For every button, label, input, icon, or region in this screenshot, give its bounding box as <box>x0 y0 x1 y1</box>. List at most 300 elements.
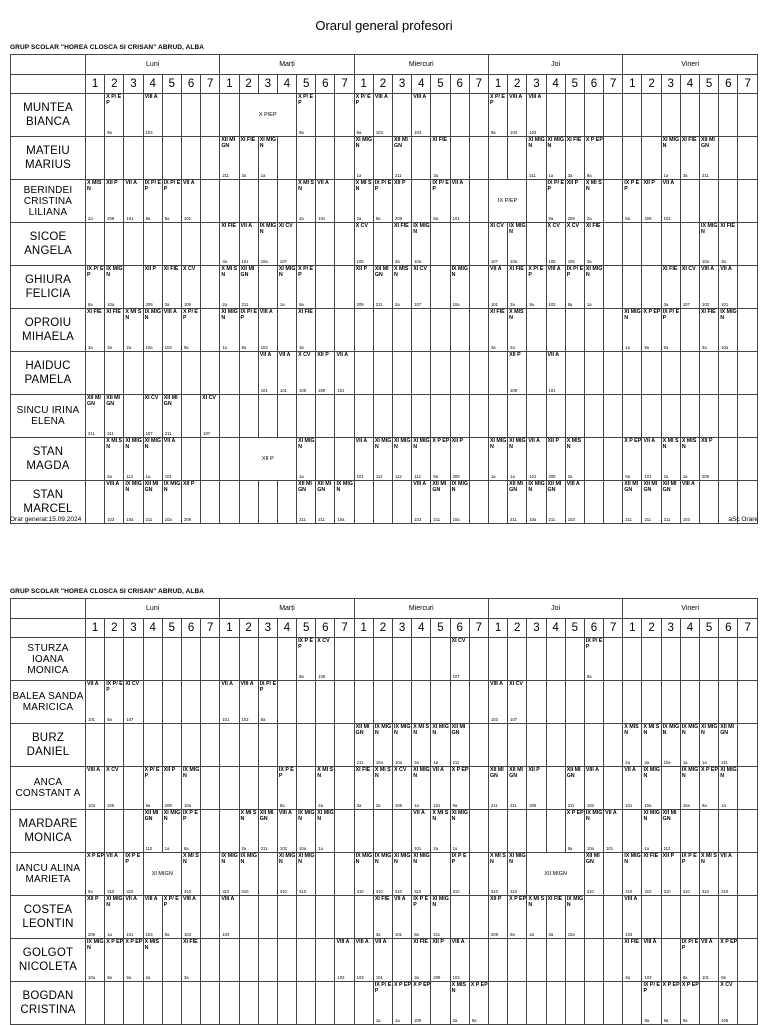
lesson-room: 9a <box>490 130 496 135</box>
lesson-room: 9a <box>586 173 592 178</box>
lesson-cell <box>527 137 546 180</box>
lesson-cell <box>546 896 565 939</box>
lesson-cell <box>604 309 623 352</box>
lesson-room: 9a <box>183 345 189 350</box>
teacher-row <box>11 481 758 524</box>
lesson-cell <box>546 137 565 180</box>
lesson-cell <box>105 352 124 395</box>
lesson-room: 10a <box>452 517 460 522</box>
lesson-room: 10a <box>567 932 575 937</box>
lesson-room: 211 <box>145 517 153 522</box>
teacher-name: ANCA CONSTANT A <box>11 767 86 810</box>
lesson-cell <box>220 853 239 896</box>
lesson-room: 10a <box>414 259 422 264</box>
lesson-cell <box>700 223 719 266</box>
lesson-cell <box>469 180 488 223</box>
lesson-cell <box>162 438 181 481</box>
lesson-cell <box>488 810 507 853</box>
period-header: 4 <box>412 619 431 638</box>
lesson-room: 310 <box>222 889 230 894</box>
lesson-room: 103 <box>586 803 594 808</box>
lesson-cell <box>143 896 162 939</box>
lesson-cell <box>546 939 565 982</box>
lesson-room: 310 <box>644 889 652 894</box>
lesson-subject: IX P/ EP <box>374 982 392 994</box>
lesson-cell <box>700 438 719 481</box>
lesson-cell <box>450 438 469 481</box>
teacher-row <box>11 638 758 681</box>
lesson-cell <box>642 724 661 767</box>
lesson-cell <box>469 395 488 438</box>
lesson-room: 211 <box>241 302 249 307</box>
lesson-room: 310 <box>452 889 460 894</box>
lesson-room: 209 <box>529 803 537 808</box>
lesson-cell <box>239 810 258 853</box>
lesson-cell <box>488 223 507 266</box>
lesson-room: 8a <box>107 717 112 722</box>
period-header: 6 <box>181 75 200 94</box>
lesson-cell <box>316 982 335 1025</box>
lesson-cell <box>393 724 412 767</box>
lesson-cell <box>162 767 181 810</box>
lesson-room: 1a <box>107 932 112 937</box>
lesson-subject: X P EP <box>413 982 431 988</box>
lesson-room: 209 <box>452 474 460 479</box>
lesson-cell <box>642 896 661 939</box>
lesson-subject: IX MIGN <box>144 309 162 321</box>
lesson-subject: X P/ EP <box>528 266 544 278</box>
lesson-cell <box>661 896 680 939</box>
lesson-cell <box>661 180 680 223</box>
lesson-subject: XI MIGN <box>643 810 660 822</box>
lesson-cell <box>297 638 316 681</box>
lesson-room: 3a <box>490 345 496 350</box>
lesson-subject: VII A <box>221 681 233 687</box>
lesson-subject: XI MIGN <box>509 853 526 865</box>
lesson-room: 8a <box>164 216 170 221</box>
lesson-room: 101 <box>548 388 556 393</box>
lesson-subject: XII P <box>489 896 502 902</box>
lesson-subject: VII A <box>355 438 368 444</box>
lesson-cell <box>297 767 316 810</box>
lesson-cell <box>335 638 354 681</box>
lesson-cell <box>450 309 469 352</box>
period-header: 7 <box>201 75 220 94</box>
lesson-cell <box>565 137 584 180</box>
period-header: 4 <box>412 75 431 94</box>
lesson-cell <box>335 180 354 223</box>
lesson-cell <box>143 982 162 1025</box>
lesson-cell <box>508 266 527 309</box>
lesson-room: 1a <box>721 803 726 808</box>
lesson-subject: X P/ EP <box>163 896 179 908</box>
lesson-cell <box>143 810 162 853</box>
lesson-cell <box>527 982 546 1025</box>
period-header: 5 <box>700 75 719 94</box>
lesson-subject: XI FIE <box>221 223 237 229</box>
period-header: 7 <box>469 619 488 638</box>
lesson-cell <box>604 853 623 896</box>
period-header: 5 <box>162 75 181 94</box>
lesson-cell <box>239 939 258 982</box>
lesson-cell <box>162 94 181 137</box>
lesson-cell <box>86 810 105 853</box>
lesson-room: 211 <box>88 431 95 436</box>
lesson-cell <box>488 266 507 309</box>
lesson-room: 105 <box>721 1018 729 1023</box>
lesson-subject: XII P <box>528 767 540 773</box>
lesson-room: 3a <box>375 932 381 937</box>
lesson-subject: VIII A <box>240 681 254 687</box>
lesson-cell <box>105 481 124 524</box>
lesson-room: 10a <box>663 760 671 765</box>
lesson-cell <box>86 438 105 481</box>
lesson-room: 3a <box>183 975 189 980</box>
lesson-subject: XI MIGN <box>413 438 430 450</box>
lesson-subject: XII MIGN <box>451 724 466 736</box>
lesson-cell <box>373 309 392 352</box>
period-header: 5 <box>431 75 450 94</box>
lesson-subject: XII P <box>317 352 329 358</box>
lesson-room: 209 <box>164 803 172 808</box>
lesson-room: 310 <box>395 889 402 894</box>
lesson-cell <box>316 681 335 724</box>
lesson-cell <box>680 724 699 767</box>
period-header: 3 <box>393 619 412 638</box>
lesson-cell <box>680 395 699 438</box>
lesson-room: 9a <box>721 975 726 980</box>
lesson-subject: VIII A <box>585 767 599 773</box>
lesson-subject: XI FIE <box>509 266 524 272</box>
lesson-room: 103 <box>241 717 249 722</box>
lesson-cell <box>527 309 546 352</box>
lesson-cell <box>105 767 124 810</box>
lesson-room: 310 <box>586 889 594 894</box>
lesson-room: 112 <box>375 474 383 479</box>
lesson-cell <box>623 982 642 1025</box>
lesson-room: 2a <box>625 760 630 765</box>
lesson-subject: VIII A <box>144 896 158 902</box>
lesson-cell <box>201 137 220 180</box>
lesson-cell <box>316 223 335 266</box>
lesson-cell <box>316 767 335 810</box>
lesson-cell <box>181 982 200 1025</box>
lesson-cell <box>412 767 431 810</box>
lesson-cell <box>335 681 354 724</box>
lesson-cell <box>354 180 373 223</box>
lesson-cell <box>297 438 316 481</box>
lesson-subject: X P/ EP <box>355 94 371 106</box>
period-header: 7 <box>469 75 488 94</box>
lesson-cell <box>488 481 507 524</box>
lesson-room: 9a <box>471 1018 477 1023</box>
lesson-cell <box>565 767 584 810</box>
lesson-cell <box>393 395 412 438</box>
lesson-cell <box>584 896 603 939</box>
lesson-cell <box>412 939 431 982</box>
lesson-room: 211 <box>644 517 652 522</box>
lesson-room: 211 <box>548 517 556 522</box>
lesson-cell <box>297 395 316 438</box>
lesson-cell <box>316 939 335 982</box>
lesson-cell <box>335 438 354 481</box>
lesson-subject: VIII A <box>221 896 235 902</box>
lesson-room: 101 <box>88 717 95 722</box>
lesson-cell <box>239 767 258 810</box>
merged-lesson-cell: IX P/EP <box>488 180 526 223</box>
lesson-cell <box>661 724 680 767</box>
lesson-cell <box>661 266 680 309</box>
lesson-cell <box>604 681 623 724</box>
lesson-cell <box>220 137 239 180</box>
lesson-subject: XII MIGN <box>259 810 274 822</box>
lesson-cell <box>373 94 392 137</box>
lesson-subject: XI MIGN <box>317 810 334 822</box>
lesson-subject: VIII A <box>701 266 715 272</box>
lesson-cell <box>546 180 565 223</box>
lesson-subject: IX MIGN <box>451 481 469 493</box>
lesson-subject: XI FIE <box>355 767 371 773</box>
lesson-cell <box>335 481 354 524</box>
lesson-room: 103 <box>510 130 518 135</box>
lesson-cell <box>181 352 200 395</box>
lesson-subject: X P/ EP <box>298 94 314 106</box>
period-header: 3 <box>661 619 680 638</box>
lesson-cell <box>738 767 758 810</box>
lesson-cell <box>143 481 162 524</box>
lesson-cell <box>546 767 565 810</box>
lesson-cell <box>546 638 565 681</box>
lesson-room: 103 <box>548 302 556 307</box>
lesson-cell <box>680 137 699 180</box>
lesson-cell <box>86 137 105 180</box>
teacher-row <box>11 309 758 352</box>
lesson-room: 2a <box>586 216 592 221</box>
lesson-cell <box>373 638 392 681</box>
lesson-room: 2a <box>529 932 534 937</box>
lesson-cell <box>105 853 124 896</box>
lesson-subject: XII P <box>701 438 713 444</box>
period-header: 4 <box>546 619 565 638</box>
lesson-cell <box>86 352 105 395</box>
lesson-subject: XII P <box>394 180 406 186</box>
lesson-room: 101 <box>279 388 287 393</box>
lesson-subject: IX MIGN <box>681 767 699 779</box>
lesson-subject: X MI SN <box>701 853 717 865</box>
period-header: 2 <box>508 75 527 94</box>
lesson-room: 101 <box>644 474 652 479</box>
teacher-row <box>11 681 758 724</box>
lesson-room: 103 <box>222 932 230 937</box>
lesson-cell <box>162 681 181 724</box>
lesson-cell <box>124 939 143 982</box>
lesson-cell <box>719 94 738 137</box>
lesson-cell <box>335 982 354 1025</box>
teacher-row <box>11 94 758 137</box>
lesson-cell <box>162 395 181 438</box>
lesson-cell <box>584 982 603 1025</box>
lesson-room: 3a <box>567 173 573 178</box>
lesson-cell <box>469 481 488 524</box>
period-header: 2 <box>239 619 258 638</box>
lesson-subject: XI MIGN <box>528 137 545 149</box>
period-header: 5 <box>431 619 450 638</box>
lesson-room: 3a <box>702 345 707 350</box>
lesson-subject: XI FIE <box>681 137 697 143</box>
lesson-cell <box>393 939 412 982</box>
lesson-subject: XI MIGN <box>355 137 373 149</box>
lesson-subject: VII A <box>451 180 464 186</box>
lesson-cell <box>277 638 296 681</box>
lesson-cell <box>335 395 354 438</box>
lesson-subject: XI FIE <box>182 939 198 945</box>
lesson-cell <box>565 438 584 481</box>
lesson-subject: VIII A <box>681 481 695 487</box>
lesson-room: 8a <box>567 302 573 307</box>
lesson-subject: IX MIGN <box>106 266 123 278</box>
lesson-subject: XI MIGN <box>278 853 296 865</box>
lesson-room: 107 <box>682 302 690 307</box>
lesson-cell <box>277 767 296 810</box>
lesson-cell <box>680 438 699 481</box>
lesson-subject: IX P/ EP <box>547 180 564 192</box>
lesson-cell <box>719 982 738 1025</box>
lesson-room: 209 <box>548 474 556 479</box>
lesson-subject: XII P <box>87 896 99 902</box>
lesson-cell <box>642 94 661 137</box>
lesson-subject: XI FIE <box>720 223 735 229</box>
lesson-subject: IX P/ EP <box>87 266 104 278</box>
lesson-cell <box>488 137 507 180</box>
lesson-cell <box>297 352 316 395</box>
lesson-cell <box>86 266 105 309</box>
lesson-subject: VII A <box>528 438 540 444</box>
lesson-room: 103 <box>414 130 422 135</box>
lesson-cell <box>412 266 431 309</box>
lesson-room: 10a <box>183 803 191 808</box>
lesson-subject: XI MIGN <box>259 137 277 149</box>
lesson-cell <box>623 94 642 137</box>
lesson-cell <box>661 438 680 481</box>
lesson-room: 209 <box>490 932 498 937</box>
lesson-cell <box>661 352 680 395</box>
lesson-room: 105 <box>318 674 326 679</box>
lesson-cell <box>604 266 623 309</box>
lesson-cell <box>316 309 335 352</box>
lesson-subject: VII A <box>662 180 675 186</box>
period-header: 4 <box>143 619 162 638</box>
lesson-cell <box>412 681 431 724</box>
lesson-cell <box>124 94 143 137</box>
lesson-cell <box>354 853 373 896</box>
lesson-subject: VIII A <box>278 810 292 816</box>
lesson-room: 2a <box>414 760 419 765</box>
lesson-cell <box>201 309 220 352</box>
lesson-cell <box>258 352 277 395</box>
lesson-cell <box>642 853 661 896</box>
lesson-subject: IX MIGN <box>451 266 469 278</box>
lesson-subject: X P EP <box>470 982 488 988</box>
lesson-cell <box>719 767 738 810</box>
lesson-room: 105 <box>299 388 307 393</box>
lesson-cell <box>508 939 527 982</box>
lesson-cell <box>584 180 603 223</box>
lesson-room: 2a <box>663 474 669 479</box>
lesson-room: 209 <box>567 216 575 221</box>
lesson-cell <box>738 681 758 724</box>
lesson-room: 101 <box>260 388 268 393</box>
period-header: 1 <box>488 619 507 638</box>
lesson-subject: XI FIE <box>394 223 409 229</box>
lesson-cell <box>143 223 162 266</box>
lesson-cell <box>584 309 603 352</box>
lesson-cell <box>239 982 258 1025</box>
lesson-room: 3a <box>356 803 362 808</box>
lesson-cell <box>508 724 527 767</box>
lesson-subject: X P EP <box>585 137 603 143</box>
lesson-subject: XI CV <box>681 266 696 272</box>
lesson-cell <box>565 982 584 1025</box>
lesson-cell <box>162 896 181 939</box>
teacher-name: IANCU ALINA MARIETA <box>11 853 86 896</box>
lesson-cell <box>431 481 450 524</box>
lesson-cell <box>604 724 623 767</box>
lesson-cell <box>143 724 162 767</box>
lesson-cell <box>412 810 431 853</box>
lesson-subject: X MIS N <box>87 180 102 192</box>
lesson-room: 3a <box>721 259 726 264</box>
lesson-subject: VIII A <box>643 939 657 945</box>
lesson-subject: XI FIE <box>413 939 428 945</box>
lesson-room: 1a <box>414 803 419 808</box>
lesson-cell <box>124 681 143 724</box>
lesson-room: 310 <box>663 889 671 894</box>
lesson-room: 101 <box>625 803 633 808</box>
lesson-subject: VII A <box>489 266 502 272</box>
lesson-room: 10a <box>702 259 709 264</box>
lesson-room: 107 <box>490 259 498 264</box>
lesson-subject: X MIS N <box>509 309 524 321</box>
lesson-cell <box>661 223 680 266</box>
lesson-cell <box>565 481 584 524</box>
lesson-cell <box>661 94 680 137</box>
lesson-subject: XII MIGN <box>585 853 600 865</box>
lesson-subject: VIII A <box>163 309 177 315</box>
lesson-cell <box>700 724 719 767</box>
lesson-cell <box>661 137 680 180</box>
lesson-cell <box>642 137 661 180</box>
day-header: Luni <box>86 599 220 619</box>
lesson-room: 1a <box>433 760 439 765</box>
lesson-subject: XII P <box>106 180 118 186</box>
lesson-subject: VII A <box>605 810 617 816</box>
lesson-cell <box>258 724 277 767</box>
lesson-subject: VIII A <box>489 681 503 687</box>
lesson-subject: IX P/ EP <box>566 266 584 278</box>
lesson-cell <box>124 395 143 438</box>
lesson-cell <box>124 767 143 810</box>
lesson-subject: XII MIGN <box>394 137 408 149</box>
lesson-cell <box>508 395 527 438</box>
period-header: 5 <box>297 619 316 638</box>
lesson-room: 9a <box>625 474 630 479</box>
lesson-room: 9a <box>510 932 515 937</box>
lesson-subject: XI FIE <box>163 266 179 272</box>
lesson-subject: X P EP <box>566 810 584 816</box>
lesson-cell <box>584 395 603 438</box>
lesson-cell <box>412 638 431 681</box>
lesson-subject: XI MIGN <box>585 266 603 278</box>
